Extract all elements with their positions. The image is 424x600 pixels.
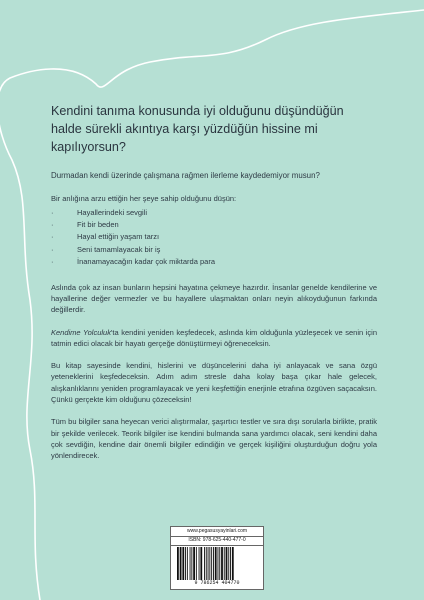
publisher-website: www.pegasusyayinlari.com — [171, 527, 263, 537]
barcode-bar — [193, 547, 195, 580]
barcode-bar — [219, 547, 220, 580]
headline: Kendini tanıma konusunda iyi olduğunu düşündüğün halde sürekli akıntıya karşı yüzdüğün hissine mi kapılıyorsun? — [51, 104, 344, 154]
barcode-bar — [230, 547, 231, 580]
list-item: · İnanamayacağın kadar çok miktarda para — [51, 256, 377, 268]
barcode-bar — [213, 547, 214, 580]
barcode-bar — [218, 547, 219, 580]
barcode-bar — [185, 547, 186, 580]
bullet: · — [51, 232, 54, 242]
intro-text: Bir anlığına arzu ettiğin her şeye sahip olduğunu düşün: — [51, 194, 237, 204]
barcode-bar — [215, 547, 217, 580]
isbn-text: ISBN: 978-625-440-477-0 — [171, 536, 263, 546]
barcode-bar — [200, 547, 202, 580]
barcode-bar — [232, 547, 234, 580]
bullet: · — [51, 257, 54, 267]
barcode-bar — [228, 547, 229, 580]
barcode-bar — [226, 547, 228, 580]
barcode-bar — [177, 547, 179, 580]
back-cover-text — [51, 102, 377, 472]
barcode-bar — [211, 547, 212, 580]
paragraph-1: Aslında çok az insan bunların hepsini hayatına çekmeye hazırdır. İnsanlar genelde kendilerine ve hayallerine değer vermezler ve bu hayallere ulaşmaktan onları neyin alıkoyduğunun farkında değillerdir. — [51, 282, 377, 315]
barcode-bar — [187, 547, 188, 580]
barcode-bar — [180, 547, 182, 580]
barcode-bar — [204, 547, 205, 580]
question-text: Durmadan kendi üzerinde çalışmana rağmen ilerleme kaydedemiyor musun? — [51, 171, 320, 180]
book-title: Kendime Yolculuk — [51, 327, 111, 337]
barcode-bar — [199, 547, 200, 580]
barcode-graphic — [175, 547, 259, 580]
barcode-bar — [191, 547, 192, 580]
barcode-bar — [190, 547, 191, 580]
list-item: · Fit bir beden — [51, 219, 377, 231]
barcode-label — [170, 526, 264, 590]
barcode-bar — [209, 547, 210, 580]
wish-list — [51, 207, 377, 269]
paragraph-4: Tüm bu bilgiler sana heyecan verici alıştırmalar, şaşırtıcı testler ve sıra dışı sorularla birlikte, pratik bir şekilde verilecek. Teorik bilgiler ise kendini bulmanda sana yardımcı olacak, seni kendini daha çok sevdiğin, kendine dair önemli bilgiler edindiğin ve gerçek kişiliğini oluşturduğun doğru yola yönlendirecek. — [51, 417, 377, 461]
bullet: · — [51, 207, 54, 217]
barcode-bar — [196, 547, 197, 580]
barcode-bar — [208, 547, 209, 580]
barcode-bar — [221, 547, 223, 580]
paragraph-3: Bu kitap sayesinde kendini, hislerini ve düşüncelerini daha iyi anlayacak ve sana özgü yeteneklerini keşfedeceksin. Adım adım stresle daha kolay başa çıkar hale gelecek, alışkanlıklarını yeniden programlayacak ve yeni keşfettiğin enerjinle etrafına özgüven saçacaksın. Çünkü gerçekte kim olduğunu çözeceksin! — [51, 361, 377, 404]
bullet: · — [51, 244, 54, 254]
bullet: · — [51, 220, 54, 229]
barcode-number: 9 786254 404770 — [194, 580, 240, 586]
barcode-bar — [224, 547, 225, 580]
barcode-bar — [206, 547, 207, 580]
paragraph-2: Kendime Yolculuk'ta kendini yeniden keşfedecek, aslında kim olduğunla yüzleşecek ve senin için tatmin edici olacak bir hayatı gerçeğe dönüştürmeyi öğreneceksin. — [51, 327, 378, 348]
list-item: · Hayallerindeki sevgili — [51, 207, 377, 219]
list-item: · Seni tamamlayacak bir iş — [51, 244, 377, 256]
list-item: · Hayal ettiğin yaşam tarzı — [51, 231, 377, 243]
barcode-bar — [182, 547, 184, 580]
